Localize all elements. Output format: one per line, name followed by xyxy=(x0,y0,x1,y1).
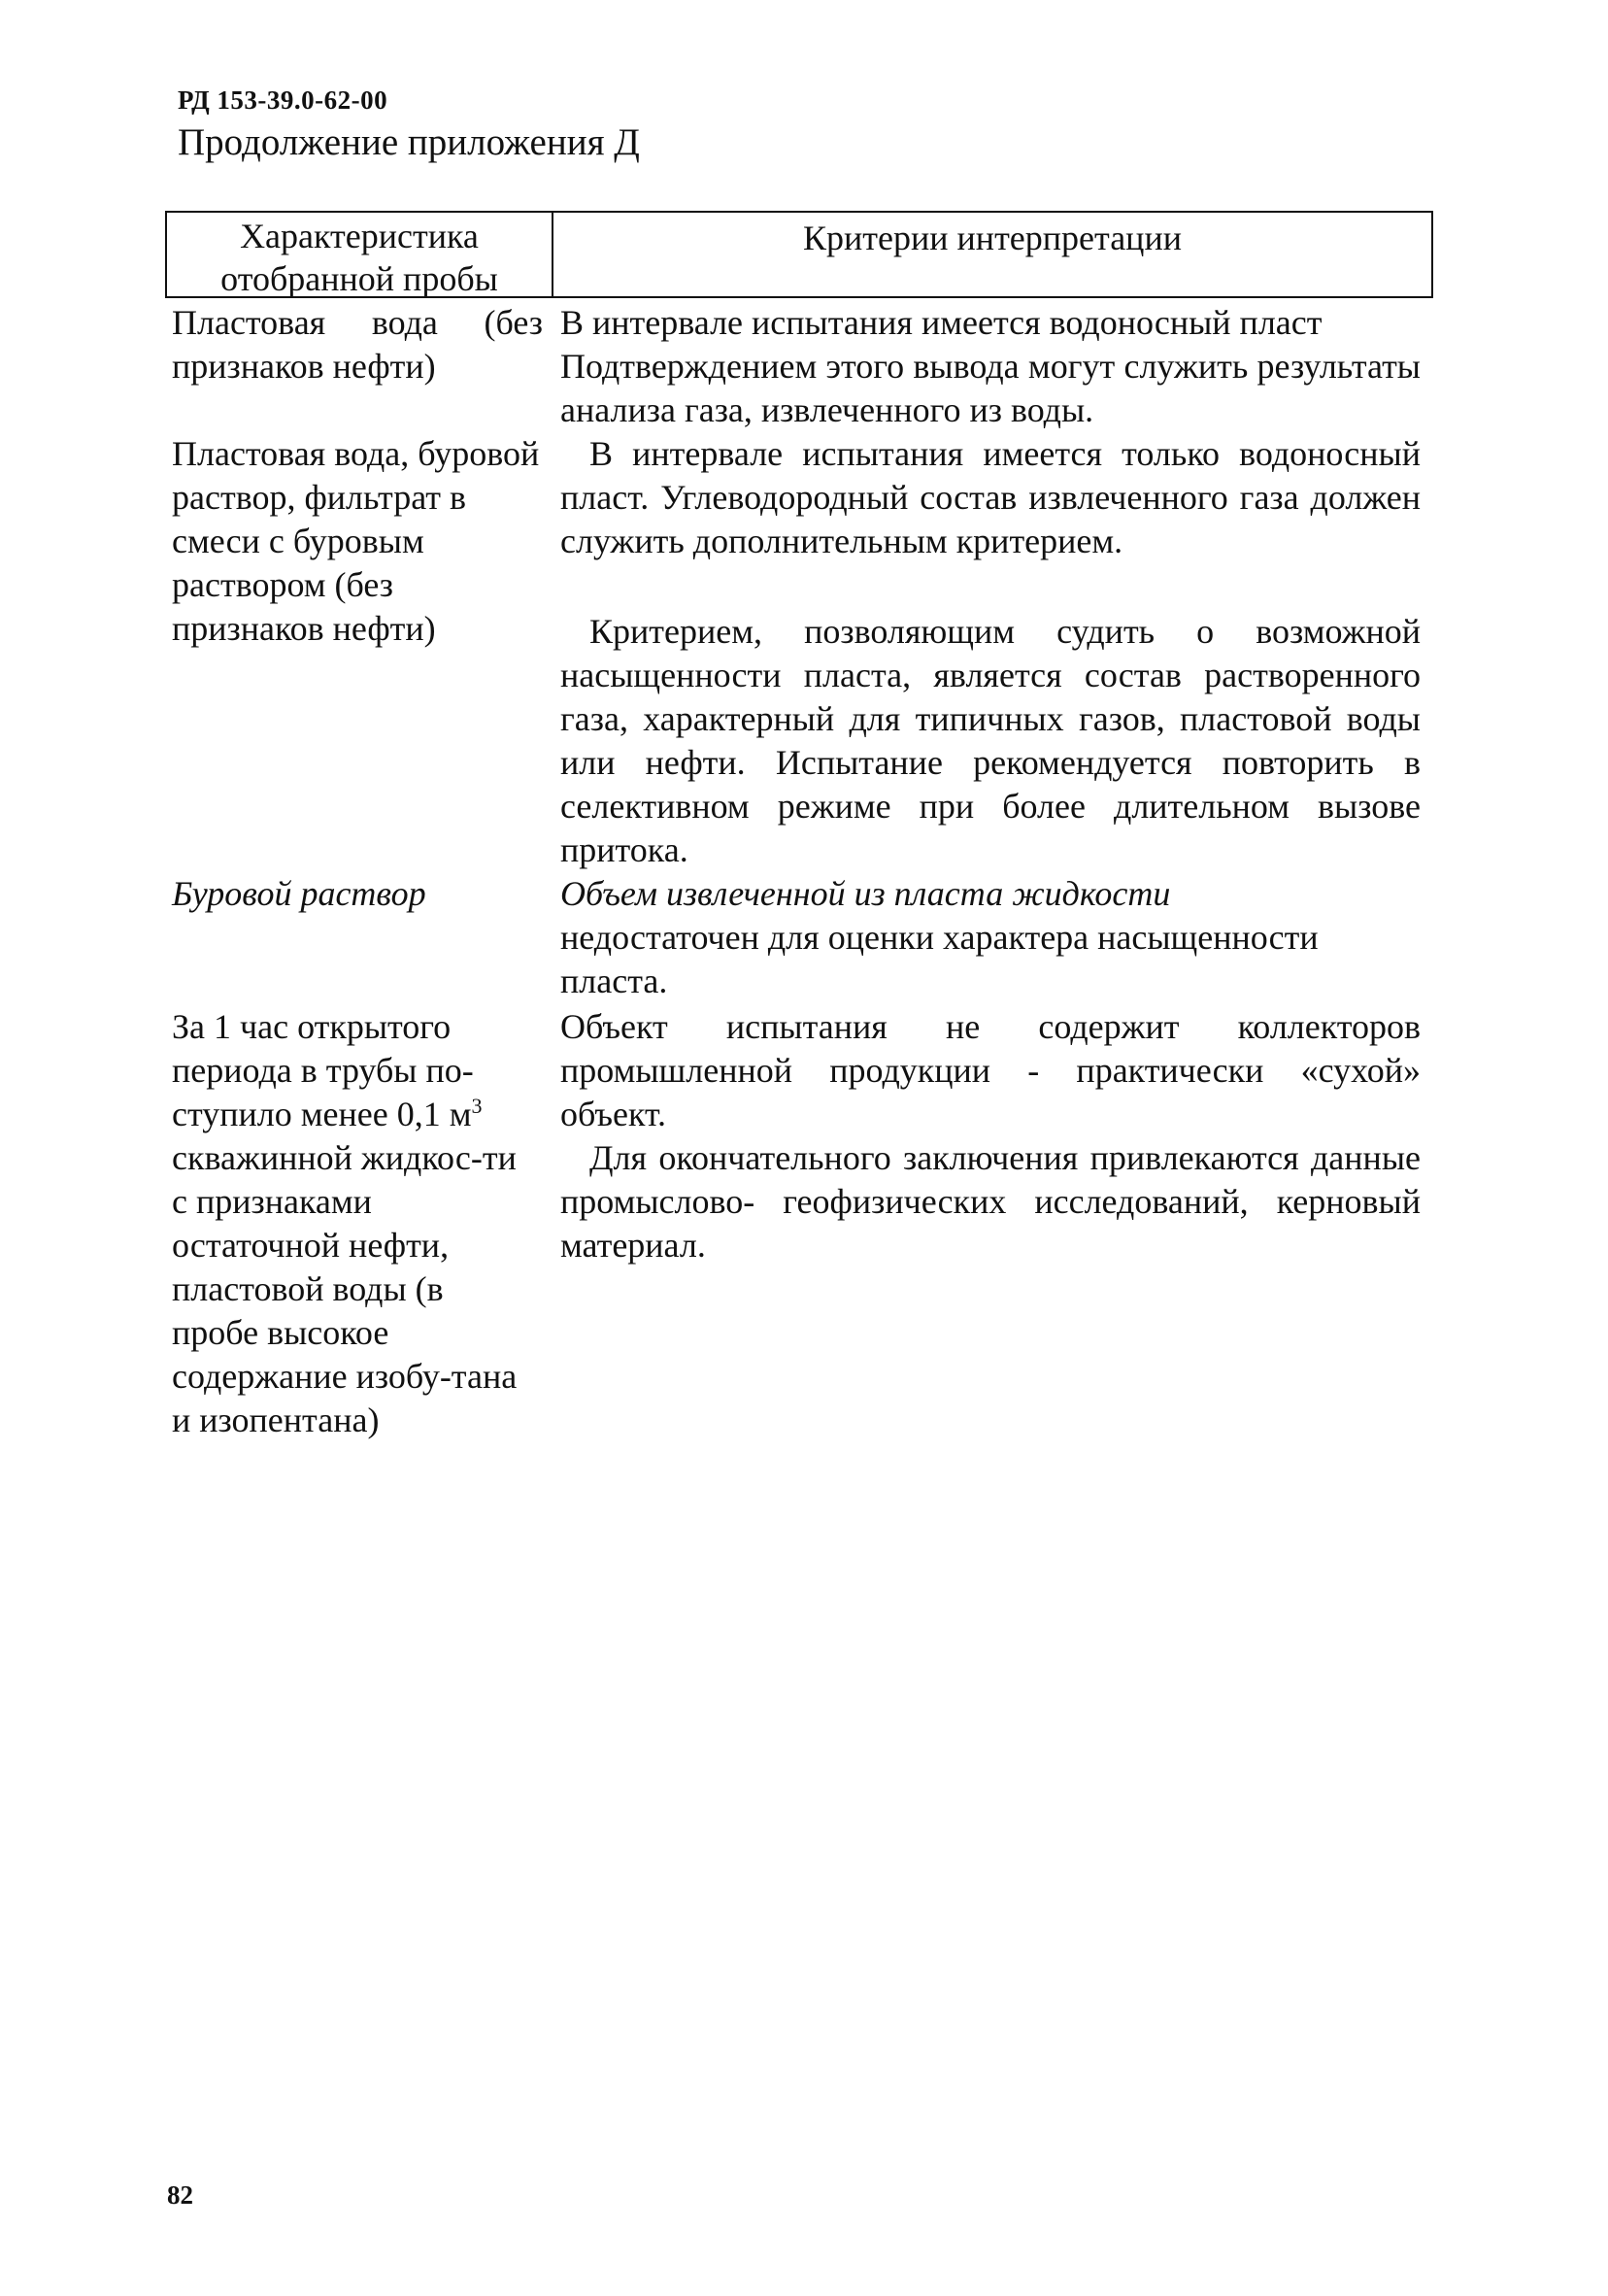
row2-characteristic: Пластовая вода, буровой раствор, фильтрат в смеси с буровым раствором (без признаков нефти) xyxy=(172,434,540,648)
row4-characteristic-part1: За 1 час открытого периода в трубы по-ступило менее 0,1 м xyxy=(172,1007,474,1133)
header-characteristic-line1: Характеристика xyxy=(240,217,479,255)
row4-criteria-2: Для окончательного заключения привлекаются данные промыслово- геофизических исследований, керновый материал. xyxy=(560,1138,1421,1265)
row1-characteristic: Пластовая вода (без признаков нефти) xyxy=(172,303,543,386)
document-code: РД 153-39.0-62-00 xyxy=(178,85,388,115)
header-criteria: Критерии интерпретации xyxy=(803,219,1182,257)
row4-characteristic xyxy=(172,1005,521,1442)
continuation-title: Продолжение приложения Д xyxy=(178,121,640,163)
page-number: 82 xyxy=(167,2180,193,2210)
header-characteristic-line2: отобранной пробы xyxy=(220,259,498,298)
row4-criteria-1: Объект испытания не содержит коллекторов промышленной продукции - практически «сухой» объект. xyxy=(560,1007,1421,1133)
row3-characteristic: Буровой раствор xyxy=(172,874,426,913)
header-characteristic xyxy=(167,213,553,296)
row2-criteria-2: Критерием, позволяющим судить о возможной насыщенности пласта, является состав растворенного газа, характерный для типичных газов, пластовой воды или нефти. Испытание рекомендуется повторить в селективном режиме при более длительном вызове притока. xyxy=(560,612,1421,869)
table-header xyxy=(165,211,1433,298)
row3-criteria-1: Объем извлеченной из пласта жидкости xyxy=(560,874,1171,913)
row3-criteria-2: недостаточен для оценки характера насыщенности пласта. xyxy=(560,918,1319,1000)
row1-criteria-2: Подтверждением этого вывода могут служить результаты анализа газа, извлеченного из воды. xyxy=(560,347,1421,429)
row1-criteria-1: В интервале испытания имеется водоносный пласт xyxy=(560,303,1323,342)
row4-characteristic-superscript: 3 xyxy=(471,1094,483,1118)
row4-characteristic-part2: скважинной жидкос-ти с признаками остаточной нефти, пластовой воды (в пробе высокое содержание изобу-тана и изопентана) xyxy=(172,1138,518,1439)
row2-criteria-1: В интервале испытания имеется только водоносный пласт. Углеводородный состав извлеченного газа должен служить дополнительным критерием. xyxy=(560,434,1421,560)
